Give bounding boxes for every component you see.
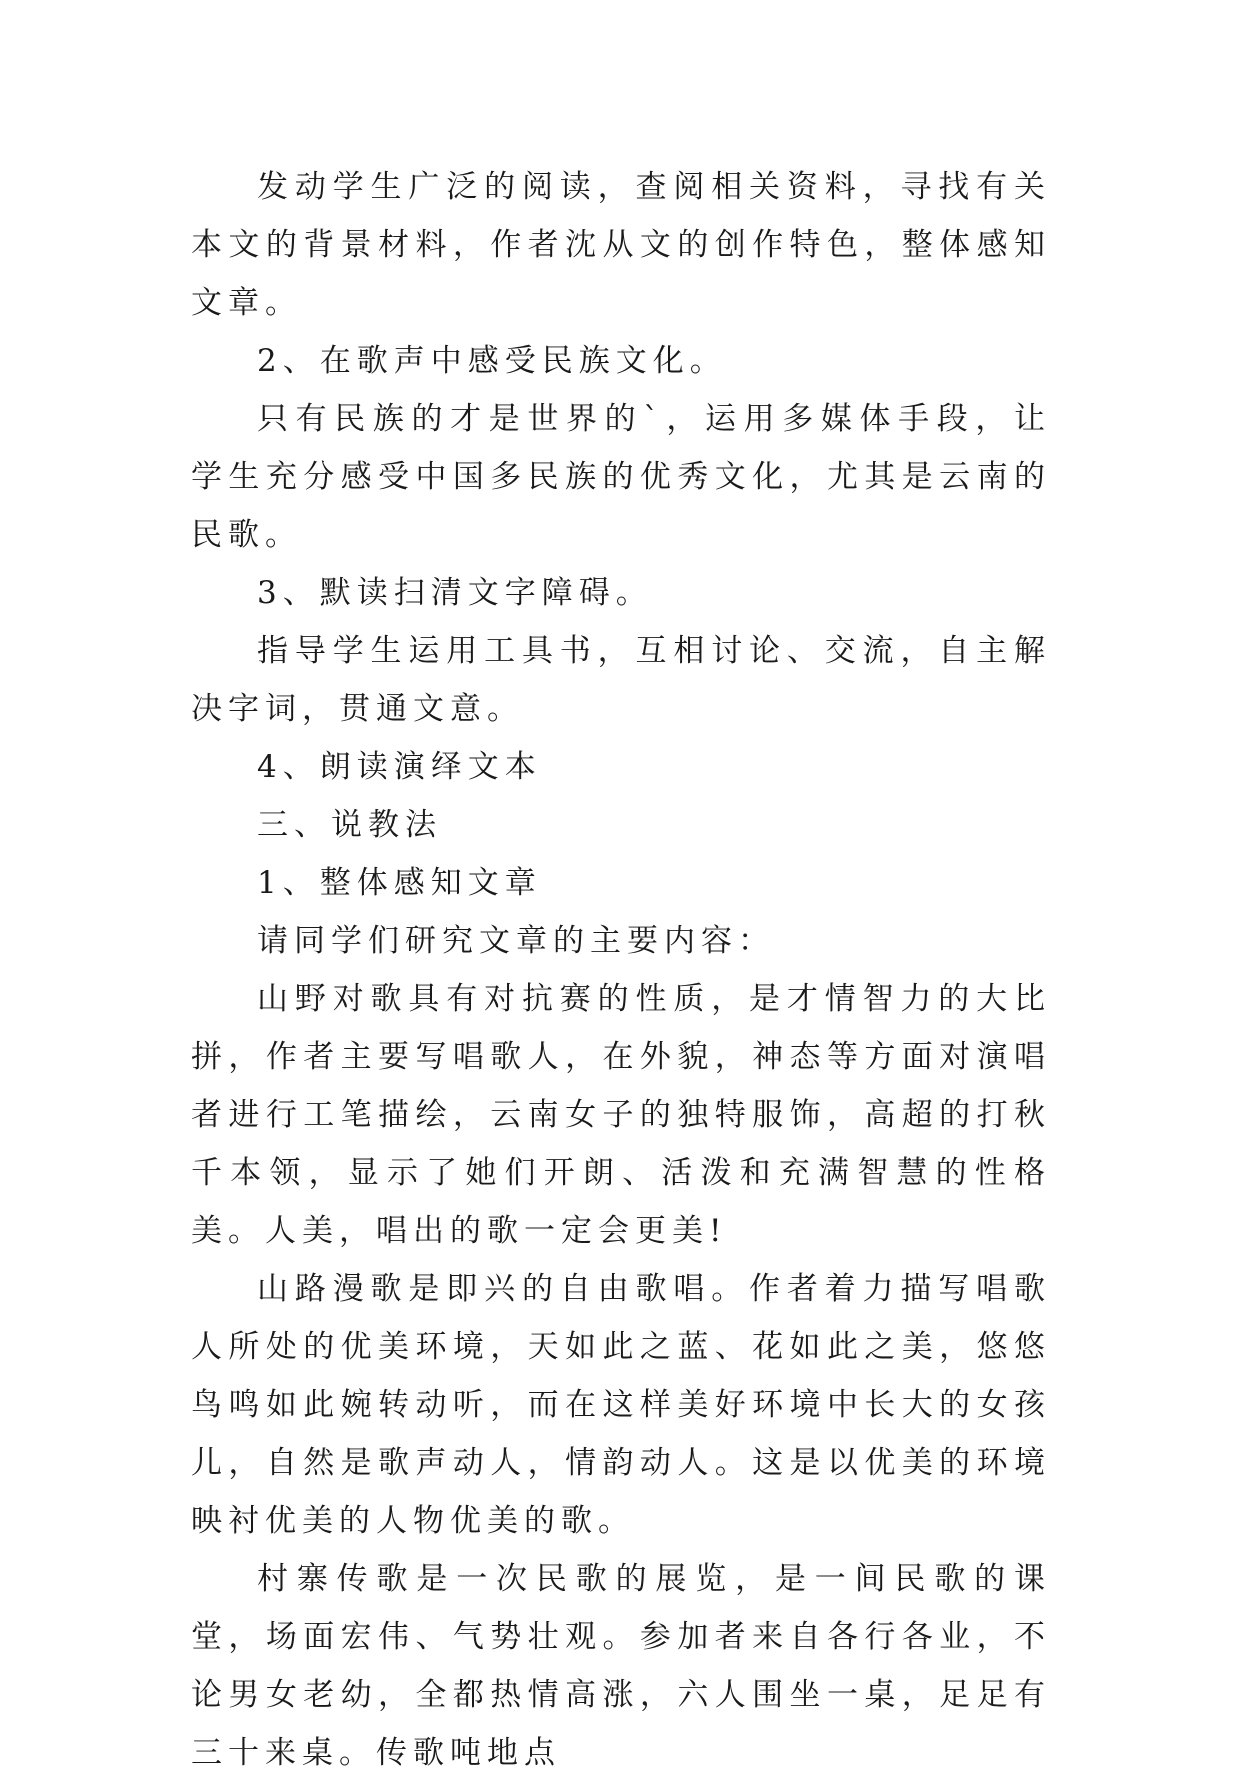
paragraph-mountain-road-songs: 山路漫歌是即兴的自由歌唱。作者着力描写唱歌人所处的优美环境，天如此之蓝、花如此之美，悠悠鸟鸣如此婉转动听，而在这样美好环境中长大的女孩儿，自然是歌声动人，情韵动人。这是以优美的环境映衬优美的人物优美的歌。 — [191, 1271, 1051, 1539]
paragraph-heading-silent-reading: 3、默读扫清文字障碍。 — [257, 575, 653, 611]
paragraph-heading-overall-perception: 1、整体感知文章 — [257, 865, 542, 901]
document-body — [191, 158, 1051, 1782]
paragraph-reference-books: 指导学生运用工具书，互相讨论、交流，自主解决字词，贯通文意。 — [191, 633, 1051, 727]
paragraph-heading-culture: 2、在歌声中感受民族文化。 — [257, 343, 727, 379]
paragraph-village-songs: 村寨传歌是一次民歌的展览，是一间民歌的课堂，场面宏伟、气势壮观。参加者来自各行各业，不论男女老幼，全都热情高涨，六人围坐一桌，足足有三十来桌。传歌吨地点 — [191, 1561, 1051, 1771]
paragraph-heading-teaching-method: 三、说教法 — [257, 807, 442, 843]
paragraph-reading-prep: 发动学生广泛的阅读，查阅相关资料，寻找有关本文的背景材料，作者沈从文的创作特色，整体感知文章。 — [191, 169, 1051, 321]
paragraph-study-prompt: 请同学们研究文章的主要内容： — [257, 923, 775, 959]
paragraph-heading-recitation: 4、朗读演绎文本 — [257, 749, 542, 785]
paragraph-ethnic-culture: 只有民族的才是世界的`，运用多媒体手段，让学生充分感受中国多民族的优秀文化，尤其是云南的民歌。 — [191, 401, 1051, 553]
paragraph-mountain-songs: 山野对歌具有对抗赛的性质，是才情智力的大比拼，作者主要写唱歌人，在外貌，神态等方面对演唱者进行工笔描绘，云南女子的独特服饰，高超的打秋千本领，显示了她们开朗、活泼和充满智慧的性格美。人美，唱出的歌一定会更美! — [191, 981, 1051, 1249]
